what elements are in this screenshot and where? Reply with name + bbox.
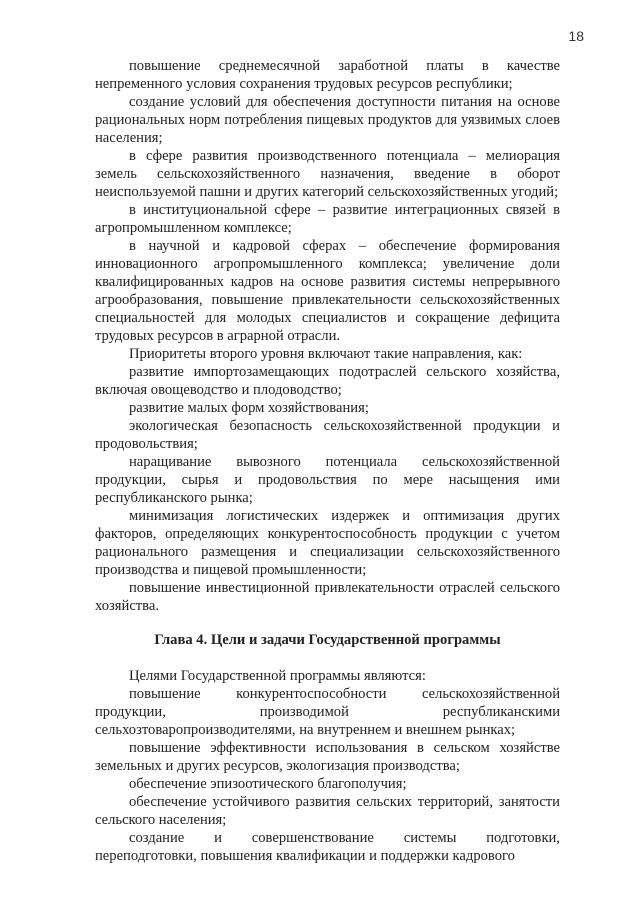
paragraph: экологическая безопасность сельскохозяйственной продукции и продовольствия; xyxy=(95,418,560,452)
paragraph: повышение инвестиционной привлекательности отраслей сельского хозяйства. xyxy=(95,580,560,614)
paragraph: развитие импортозамещающих подотраслей сельского хозяйства, включая овощеводство и плодоводство; xyxy=(95,364,560,398)
chapter-heading: Глава 4. Цели и задачи Государственной программы xyxy=(154,632,501,648)
paragraph: обеспечение эпизоотического благополучия; xyxy=(129,776,407,792)
paragraph: создание условий для обеспечения доступности питания на основе рациональных норм потребления пищевых продуктов для уязвимых слоев населения; xyxy=(95,94,560,146)
paragraph: обеспечение устойчивого развития сельских территорий, занятости сельского населения; xyxy=(95,794,560,828)
paragraph: Целями Государственной программы являются: xyxy=(129,668,426,684)
paragraph: повышение среднемесячной заработной платы в качестве непременного условия сохранения трудовых ресурсов республики; xyxy=(95,58,560,92)
paragraph: повышение эффективности использования в сельском хозяйстве земельных и других ресурсов, экологизация производства; xyxy=(95,740,560,774)
paragraph: в научной и кадровой сферах – обеспечение формирования инновационного агропромышленного комплекса; увеличение доли квалифицированных кадров на основе развития системы непрерывного агрообразования, повышение привлекательности сельскохозяйственных специальностей для молодых специалистов и сокращение дефицита трудовых ресурсов в аграрной отрасли. xyxy=(95,238,560,344)
paragraph: повышение конкурентоспособности сельскохозяйственной продукции, производимой республиканскими сельхозтоваропроизводителями, на внутреннем и внешнем рынках; xyxy=(95,686,560,738)
paragraph: в сфере развития производственного потенциала – мелиорация земель сельскохозяйственного назначения, введение в оборот неиспользуемой пашни и других категорий сельскохозяйственных угодий; xyxy=(95,148,560,200)
document-body xyxy=(95,57,560,865)
paragraph: минимизация логистических издержек и оптимизация других факторов, определяющих конкурентоспособность продукции с учетом рационального размещения и специализации сельскохозяйственного производства и пищевой промышленности; xyxy=(95,508,560,578)
page-number: 18 xyxy=(568,28,584,44)
paragraph: наращивание вывозного потенциала сельскохозяйственной продукции, сырья и продовольствия по мере насыщения ими республиканского рынка; xyxy=(95,454,560,506)
paragraph: в институциональной сфере – развитие интеграционных связей в агропромышленном комплексе; xyxy=(95,202,560,236)
paragraph: создание и совершенствование системы подготовки, переподготовки, повышения квалификации и поддержки кадрового xyxy=(95,830,560,864)
paragraph: Приоритеты второго уровня включают такие направления, как: xyxy=(129,346,523,362)
paragraph: развитие малых форм хозяйствования; xyxy=(129,400,369,416)
